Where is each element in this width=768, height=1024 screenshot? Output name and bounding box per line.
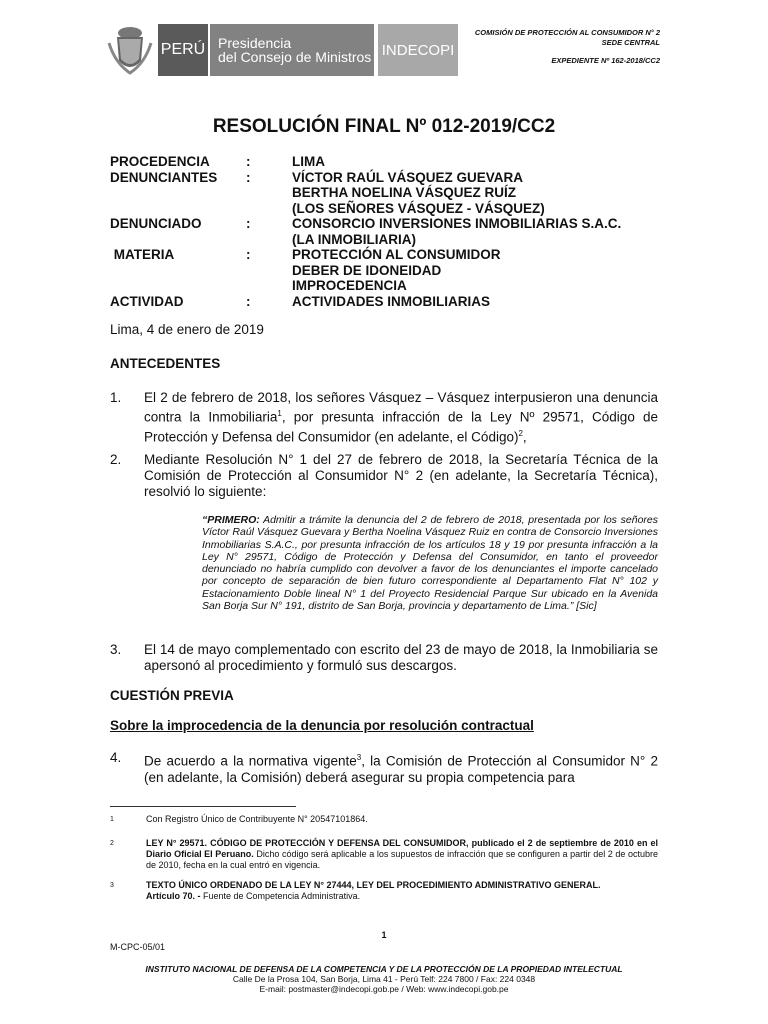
footer-address: Calle De la Prosa 104, San Borja, Lima 41 - Perú Telf: 224 7800 / Fax: 224 0348 [232,974,536,984]
footnote-number: 1 [110,816,114,823]
denunciante-line: (LOS SEÑORES VÁSQUEZ - VÁSQUEZ) [292,200,545,216]
paragraph-text [144,390,658,445]
denunciante-line: VÍCTOR RAÚL VÁSQUEZ GUEVARA [292,169,524,185]
paragraph-3 [110,642,658,674]
colon: : [246,154,251,169]
document-header [104,20,660,80]
footnote-body: Dicho código será aplicable a los supuestos de infracción que se configuren a partir del 2 de octubre de 2010, fecha en la cual entró en vigencia. [146,849,659,870]
peru-logo: PERÚ [158,24,208,76]
quote-lead: “PRIMERO: [202,514,260,526]
info-row-denunciado [110,216,670,247]
info-row-materia [110,247,670,294]
form-code: M-CPC-05/01 [110,942,166,952]
denunciante-line: BERTHA NOELINA VÁSQUEZ RUÍZ [292,185,517,200]
footnote-article: Artículo 70. - [146,891,201,901]
header-case-info [475,28,660,66]
paragraph-number: 3. [110,642,122,657]
pcm-line-2: del Consejo de Ministros [218,49,372,65]
text-segment: De acuerdo a la normativa vigente [144,753,357,769]
info-row-denunciantes [110,170,670,217]
info-row-actividad [110,294,670,310]
footnote-text: Con Registro Único de Contribuyente N° 20547101864. [146,814,368,824]
case-info-table [110,154,670,309]
footnote-ref: 2 [518,428,523,438]
text-segment: , la Comisión de Protección al Consumidor N° 2 (en adelante, la Comisión) deberá asegurar su propia competencia para [144,753,658,785]
paragraph-number: 4. [110,750,122,765]
paragraph-number: 1. [110,390,122,405]
footnote-text [146,880,658,902]
denunciado-value [292,216,670,247]
materia-label: MATERIA [110,247,175,262]
footnote-bold: TEXTO ÚNICO ORDENADO DE LA LEY N° 27444, LEY DEL PROCEDIMIENTO ADMINISTRATIVO GENERAL. [146,880,601,890]
procedencia-label: PROCEDENCIA [110,154,210,169]
footnote-ref: 3 [356,753,362,762]
paragraph-number: 2. [110,452,122,467]
antecedentes-heading: ANTECEDENTES [110,356,221,371]
text-segment: , por presunta infracción de la Ley Nº 29571, Código de Protección y Defensa del Consumidor (en adelante, el Código) [144,409,658,444]
actividad-value: ACTIVIDADES INMOBILIARIAS [292,293,491,309]
pcm-line-1: Presidencia [218,35,292,51]
denunciantes-label: DENUNCIANTES [110,169,218,185]
footer-contact: E-mail: postmaster@indecopi.gob.pe / Web: www.indecopi.gob.pe [259,984,509,994]
materia-line: DEBER DE IDONEIDAD [292,262,442,278]
footnote-bold: LEY N° 29571. CÓDIGO DE PROTECCIÓN Y DEFENSA DEL CONSUMIDOR, publicado el 2 de septiembre de 2010 en el Diario Oficial El Peruano. [146,838,658,859]
denunciado-label: DENUNCIADO [110,216,202,231]
denunciado-line: CONSORCIO INVERSIONES INMOBILIARIAS S.A.C. [292,216,622,231]
resolution-title: RESOLUCIÓN FINAL Nº 012-2019/CC2 [212,116,556,137]
section-subheading: Sobre la improcedencia de la denuncia por resolución contractual [110,718,534,733]
pcm-logo [210,24,374,76]
office-name: SEDE CENTRAL [601,38,660,47]
quoted-resolution [202,514,658,612]
footnote-number: 2 [110,840,114,847]
info-row-procedencia [110,154,670,170]
footnote-text [146,838,658,871]
materia-line: IMPROCEDENCIA [292,278,407,293]
materia-value [292,247,670,294]
quote-text: Admitir a trámite la denuncia del 2 de febrero de 2018, presentada por los señores Víctor Raúl Vásquez Guevara y Bertha Noelina Vásquez Ruiz en contra de Consorcio Inversiones Inmobiliarias S.A.C., por presunta infracción de los artículos 18 y 19 por presunta infracción a la Ley N° 29571, Código de Protección y Defensa del Consumidor, en tanto el proveedor denunciado no habría cumplido con devolver a favor de los denunciantes el importe cancelado por concepto de separación de bien futuro correspondiente al Departamento Flat N° 102 y Estacionamiento Doble lineal N° 1 del Proyecto Residencial Parque Sur ubicado en la Avenida San Borja Sur N° 191, distrito de San Borja, provincia y departamento de Lima.” [Sic] [202,514,658,613]
coat-of-arms-icon [104,22,156,78]
file-number: EXPEDIENTE Nº 162-2018/CC2 [551,56,660,65]
colon: : [246,247,251,262]
footnote-1 [110,814,658,825]
footnote-divider [110,806,296,807]
institution-logos [104,20,458,80]
colon: : [246,169,251,185]
paragraph-text [144,750,658,786]
paragraph-4 [110,750,658,786]
materia-line: PROTECCIÓN AL CONSUMIDOR [292,247,501,262]
colon: : [246,293,251,309]
text-segment: , [522,429,527,444]
footer-institution: INSTITUTO NACIONAL DE DEFENSA DE LA COMPETENCIA Y DE LA PROTECCIÓN DE LA PROPIEDAD INTELECTUAL [145,964,623,974]
colon: : [246,216,251,231]
page-number: 1 [381,930,387,940]
paragraph-2 [110,452,658,500]
denunciado-line: (LA INMOBILIARIA) [292,231,416,247]
text-segment: El 2 de febrero de 2018, los señores Vásquez – Vásquez interpusieron una denuncia contra la Inmobiliaria [144,390,658,425]
paragraph-text: Mediante Resolución N° 1 del 27 de febrero de 2018, la Secretaría Técnica de la Comisión de Protección al Consumidor N° 2 (en adelante, la Secretaría Técnica), resolvió lo siguiente: [144,452,658,499]
indecopi-logo: INDECOPI [378,24,458,76]
procedencia-value: LIMA [292,154,325,169]
cuestion-previa-heading: CUESTIÓN PREVIA [110,688,234,703]
denunciantes-value [292,170,670,217]
footnote-number: 3 [110,882,114,889]
actividad-label: ACTIVIDAD [110,293,184,309]
paragraph-1 [110,390,658,445]
footnote-3 [110,880,658,902]
footnote-body: Fuente de Competencia Administrativa. [200,891,361,901]
paragraph-text: El 14 de mayo complementado con escrito del 23 de mayo de 2018, la Inmobiliaria se apersonó al procedimiento y formuló sus descargos. [144,642,658,673]
commission-name: COMISIÓN DE PROTECCIÓN AL CONSUMIDOR N° 2 [474,28,660,37]
page-footer [0,964,768,994]
document-date: Lima, 4 de enero de 2019 [110,322,264,337]
footnote-2 [110,838,658,871]
footnote-ref: 1 [277,409,282,418]
